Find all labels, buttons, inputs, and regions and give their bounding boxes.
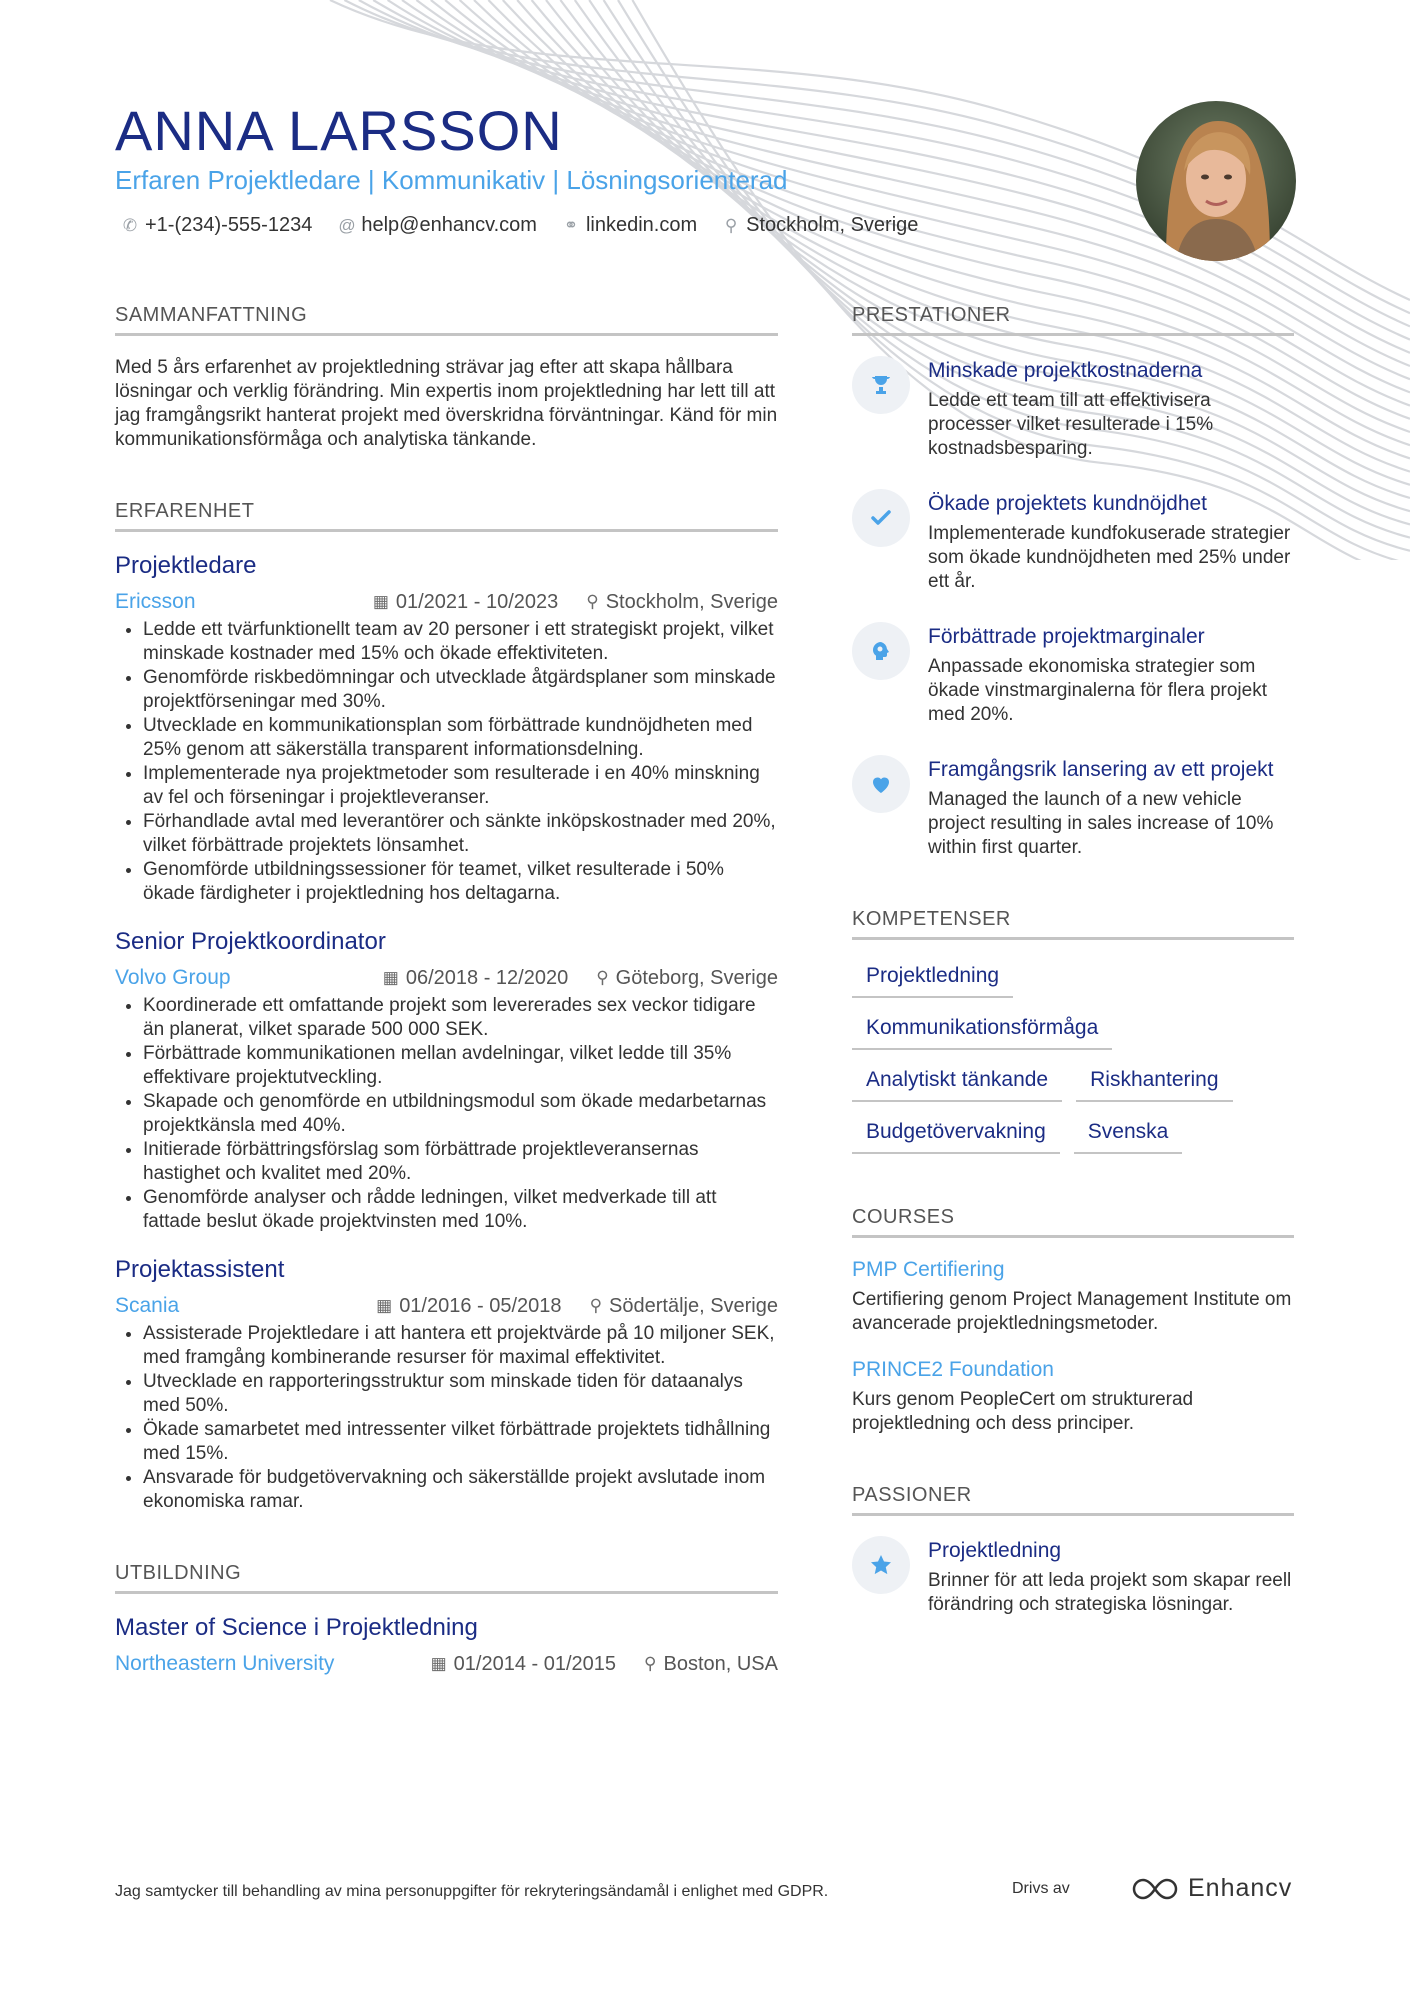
- company-name: Volvo Group: [115, 966, 231, 989]
- course-desc: Kurs genom PeopleCert om strukturerad projektledning och dess principer.: [852, 1389, 1194, 1434]
- job-title: Senior Projektkoordinator: [115, 928, 386, 955]
- achievement-item: [852, 755, 1294, 860]
- job-bullets: [115, 618, 778, 906]
- job-location: [586, 591, 778, 614]
- company-name: Scania: [115, 1294, 180, 1317]
- bullet-item: • Förbättrade kommunikationen mellan avdelningar, vilket ledde till 35% effektivare projektutveckling.: [143, 1042, 778, 1090]
- location-icon: ⚲: [644, 1654, 657, 1673]
- at-icon: @: [338, 215, 356, 235]
- dates-text: 01/2016 - 05/2018: [399, 1294, 562, 1317]
- job-dates: [373, 591, 558, 614]
- bullet-item: • Implementerade nya projektmetoder som resulterade i en 40% minskning av fel och förseningar i projektleveranser.: [143, 762, 778, 810]
- job-title: Projektassistent: [115, 1256, 285, 1283]
- bullet-item: • Genomförde utbildningssessioner för teamet, vilket resulterade i 50% ökade färdigheter i projektledning hos deltagarna.: [143, 858, 778, 906]
- location-icon: ⚲: [586, 592, 599, 611]
- dates-text: 06/2018 - 12/2020: [405, 966, 569, 989]
- job-bullets: [115, 1322, 778, 1514]
- dates-text: 01/2021 - 10/2023: [395, 590, 559, 613]
- skill-tag: Projektledning: [852, 960, 1013, 998]
- course-title: PMP Certifiering: [852, 1258, 1005, 1281]
- bullet-item: • Genomförde riskbedömningar och utvecklade åtgärdsplaner som minskade projektförseningar med 30%.: [143, 666, 778, 714]
- achievement-desc: Implementerade kundfokuserade strategier som ökade kundnöjdheten med 25% under ett år.: [928, 523, 1291, 592]
- location-text: Stockholm, Sverige: [605, 590, 778, 613]
- contact-phone[interactable]: [122, 214, 312, 237]
- contact-text: linkedin.com: [585, 214, 698, 236]
- calendar-icon: ▦: [430, 1654, 447, 1673]
- bullet-item: • Förhandlade avtal med leverantörer och sänkte inköpskostnader med 20%, vilket förbättrade projektets lönsamhet.: [143, 810, 778, 858]
- contact-location: [723, 214, 918, 237]
- passion-title: Projektledning: [928, 1539, 1062, 1562]
- achievement-item: [852, 489, 1294, 594]
- bullet-item: • Koordinerade ett omfattande projekt som levererades sex veckor tidigare än planerat, vilket sparade 500 000 SEK.: [143, 994, 778, 1042]
- job-meta: [115, 1294, 778, 1318]
- achievement-item: [852, 622, 1294, 727]
- location-text: Boston, USA: [663, 1652, 778, 1675]
- summary-text: Med 5 års erfarenhet av projektledning strävar jag efter att skapa hållbara lösningar och verklig förändring. Min expertis inom projektledning har lett till att jag framgångsrikt hanterat projekt med överskridna förväntningar. Känd för min kommunikationsförmåga och analytiska tänkande.: [115, 357, 778, 450]
- job-meta: [115, 966, 778, 990]
- contact-linkedin[interactable]: [563, 214, 697, 237]
- job-bullets: [115, 994, 778, 1234]
- course-item: [852, 1358, 1294, 1436]
- location-icon: ⚲: [596, 968, 609, 987]
- contact-text: Stockholm, Sverige: [746, 214, 919, 236]
- candidate-name: ANNA LARSSON: [115, 99, 563, 162]
- education-entry: [115, 1614, 778, 1676]
- passion-item: [852, 1536, 1294, 1617]
- left-column: [115, 304, 778, 1680]
- job-location: [596, 967, 778, 990]
- achievement-title: Minskade projektkostnaderna: [928, 359, 1203, 382]
- job-dates: [376, 1295, 561, 1318]
- bullet-item: • Utvecklade en kommunikationsplan som förbättrade kundnöjdheten med 25% genom att säkerställa transparent informationsdelning.: [143, 714, 778, 762]
- course-desc: Certifiering genom Project Management Institute om avancerade projektledningsmetoder.: [852, 1289, 1292, 1334]
- job-location: [590, 1295, 778, 1318]
- course-title: PRINCE2 Foundation: [852, 1358, 1054, 1381]
- location-icon: ⚲: [724, 215, 738, 235]
- experience-heading: ERFARENHET: [115, 500, 778, 532]
- candidate-tagline: Erfaren Projektledare | Kommunikativ | Lösningsorienterad: [115, 165, 788, 195]
- school-name: Northeastern University: [115, 1652, 335, 1675]
- bullet-item: • Utvecklade en rapporteringsstruktur som minskade tiden för dataanalys med 50%.: [143, 1370, 778, 1418]
- contact-text: +1-(234)-555-1234: [145, 214, 313, 236]
- contact-email[interactable]: [338, 214, 537, 237]
- passions-heading: PASSIONER: [852, 1484, 1294, 1516]
- brain-icon: [852, 622, 910, 680]
- link-icon: ⚭: [563, 215, 579, 235]
- bullet-item: • Ansvarade för budgetövervakning och säkerställde projekt avslutade inom ekonomiska ramar.: [143, 1466, 778, 1514]
- job-entry: [115, 1256, 778, 1514]
- brand-name: Enhancv: [1188, 1874, 1293, 1902]
- bullet-item: • Genomförde analyser och rådde ledningen, vilket medverkade till att fattade beslut ökade projektvinsten med 10%.: [143, 1186, 778, 1234]
- right-column: [852, 304, 1294, 1645]
- heart-icon: [852, 755, 910, 813]
- education-dates: [431, 1653, 616, 1676]
- star-icon: [852, 1536, 910, 1594]
- courses-heading: COURSES: [852, 1206, 1294, 1238]
- education-meta: [115, 1652, 778, 1676]
- powered-by-label: Drivs av: [1012, 1880, 1070, 1897]
- achievement-desc: Anpassade ekonomiska strategier som ökade vinstmarginalerna för flera projekt med 20%.: [928, 656, 1268, 725]
- skills-heading: KOMPETENSER: [852, 908, 1294, 940]
- achievement-desc: Ledde ett team till att effektivisera processer vilket resulterade i 15% kostnadsbesparing.: [928, 390, 1214, 459]
- contact-bar: [122, 214, 918, 237]
- calendar-icon: ▦: [376, 1296, 393, 1315]
- achievement-title: Ökade projektets kundnöjdhet: [928, 492, 1208, 515]
- education-location: [644, 1653, 778, 1676]
- bullet-item: • Initierade förbättringsförslag som förbättrade projektleveransernas hastighet och kvalitet med 20%.: [143, 1138, 778, 1186]
- job-title: Projektledare: [115, 552, 257, 579]
- profile-photo: [1136, 101, 1296, 261]
- skills-list: [852, 960, 1292, 1154]
- skill-tag: Budgetövervakning: [852, 1116, 1060, 1154]
- contact-text: help@enhancv.com: [361, 214, 537, 236]
- location-text: Södertälje, Sverige: [609, 1294, 778, 1317]
- bullet-item: • Skapade och genomförde en utbildningsmodul som ökade medarbetarnas projektkänsla med 40%.: [143, 1090, 778, 1138]
- location-icon: ⚲: [589, 1296, 603, 1315]
- company-name: Ericsson: [115, 590, 196, 613]
- skill-tag: Analytiskt tänkande: [852, 1064, 1062, 1102]
- degree-title: Master of Science i Projektledning: [115, 1614, 478, 1641]
- job-entry: [115, 928, 778, 1234]
- job-meta: [115, 590, 778, 614]
- check-icon: [852, 489, 910, 547]
- summary-heading: SAMMANFATTNING: [115, 304, 778, 336]
- dates-text: 01/2014 - 01/2015: [453, 1652, 617, 1675]
- location-text: Göteborg, Sverige: [615, 966, 778, 989]
- calendar-icon: ▦: [372, 592, 389, 611]
- skill-tag: Svenska: [1074, 1116, 1183, 1154]
- achievement-desc: Managed the launch of a new vehicle project resulting in sales increase of 10% within first quarter.: [928, 789, 1274, 858]
- skill-tag: Riskhantering: [1076, 1064, 1232, 1102]
- achievement-title: Förbättrade projektmarginaler: [928, 625, 1205, 648]
- calendar-icon: ▦: [382, 968, 399, 987]
- bullet-item: • Assisterade Projektledare i att hantera ett projektvärde på 10 miljoner SEK, med framgång kombinerande resurser för maximal effektivitet.: [143, 1322, 778, 1370]
- trophy-icon: [852, 356, 910, 414]
- achievement-item: [852, 356, 1294, 461]
- bullet-item: • Ledde ett tvärfunktionellt team av 20 personer i ett strategiskt projekt, vilket minskade kostnader med 15% och ökade effektiviteten.: [143, 618, 778, 666]
- job-dates: [383, 967, 568, 990]
- skill-tag: Kommunikationsförmåga: [852, 1012, 1112, 1050]
- achievement-title: Framgångsrik lansering av ett projekt: [928, 758, 1274, 781]
- course-item: [852, 1258, 1294, 1336]
- enhancv-logo[interactable]: [1132, 1874, 1292, 1903]
- passion-desc: Brinner för att leda projekt som skapar reell förändring och strategiska lösningar.: [928, 1570, 1292, 1615]
- bullet-item: • Ökade samarbetet med intressenter vilket förbättrade projektets tidhållning med 15%.: [143, 1418, 778, 1466]
- phone-icon: ✆: [122, 215, 138, 235]
- job-entry: [115, 552, 778, 906]
- gdpr-consent: Jag samtycker till behandling av mina personuppgifter för rekryteringsändamål i enlighet med GDPR.: [115, 1883, 829, 1900]
- infinity-icon: [1132, 1877, 1178, 1901]
- education-heading: UTBILDNING: [115, 1562, 778, 1594]
- achievements-heading: PRESTATIONER: [852, 304, 1294, 336]
